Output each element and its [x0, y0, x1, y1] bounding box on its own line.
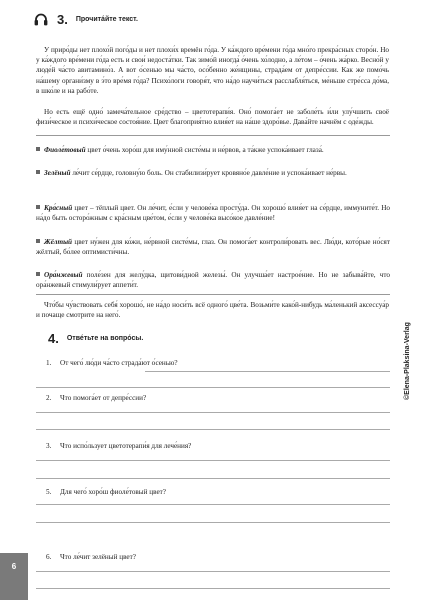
question-text: Что помога́ет от депре́ссии? — [60, 394, 147, 402]
answer-line[interactable] — [36, 412, 390, 413]
color-item-orange — [36, 270, 390, 290]
question — [36, 358, 178, 368]
exercise-number: 3. — [57, 12, 68, 27]
headphones-icon — [34, 13, 48, 26]
answer-line[interactable] — [36, 522, 390, 523]
question-number: 1. — [46, 359, 52, 367]
question — [36, 487, 166, 497]
color-item-yellow — [36, 237, 390, 257]
answer-line[interactable] — [36, 588, 390, 589]
answer-line[interactable] — [145, 371, 390, 372]
bullet-icon — [36, 239, 40, 243]
color-term: Зелёный — [44, 169, 71, 177]
bullet-icon — [36, 147, 40, 151]
bullet-icon — [36, 272, 40, 276]
exercise-4-header — [48, 331, 143, 346]
question-number: 2. — [46, 394, 52, 402]
answer-line[interactable] — [36, 571, 390, 572]
divider — [36, 294, 390, 295]
exercise-title: Отве́тьте на вопро́сы. — [66, 335, 144, 342]
question-number: 6. — [46, 553, 52, 561]
exercise-title: Прочита́йте текст. — [75, 16, 138, 23]
page-number: 6 — [11, 562, 17, 571]
bullet-icon — [36, 170, 40, 174]
publisher-credit: ©Elena-Plaksina-Verlag — [404, 322, 411, 400]
color-term: Фиоле́товый — [44, 146, 86, 154]
intro-paragraph-1: У приро́ды нет плохо́й пого́ды и нет плохи́х времён го́да. У ка́ждого вре́мени го́да мно́го прекра́сных сторо́н. Но у ка́ждого вре́мени го́да есть и свои́ недоста́тки. Так зимо́й иногда́ о́чень хо́лодно, а ле́том – о́чень жа́рко. Весно́й у люде́й ча́сто авитамино́з. А вот о́сенью мы ча́сто, осо́бенно же́нщины, страда́ем от депре́ссии. Как же помо́чь на́шему органи́зму в э́то вре́мя го́да? Психо́логи говоря́т, что на́до научи́ться расслабля́ться, ме́ньше стре́сса до́ма, в шко́ле и на рабо́те. — [36, 46, 389, 95]
answer-line[interactable] — [36, 478, 390, 479]
intro-paragraph-2: Но есть ещё одно́ замеча́тельное сре́дство – цветотерапи́я. Оно́ помога́ет не заболе́ть и́ли улу́чшить своё физи́ческое и психи́ческое состоя́ние. Цвет благоприя́тно влия́ет на на́ше здоро́вье. Дава́йте начнём с оде́жды. — [36, 108, 389, 127]
question-number: 3. — [46, 442, 52, 450]
color-item-red — [36, 203, 390, 223]
divider — [36, 135, 390, 136]
color-description: цвет – тёплый цвет. Он ле́чит, е́сли у челове́ка просту́да. Он хорошо́ влия́ет на се́рдце, иммуните́т. Но на́до быть осторо́жным с кра́сным цве́том, е́сли у челове́ка высо́кое давле́ние! — [36, 204, 390, 223]
answer-line[interactable] — [36, 429, 390, 430]
question-text: От чего́ лю́ди ча́сто страда́ют о́сенью? — [60, 359, 178, 367]
exercise-number: 4. — [48, 331, 59, 346]
answer-line[interactable] — [36, 460, 390, 461]
color-term: Кра́сный — [44, 204, 73, 212]
color-description: поле́зен для желу́дка, щитови́дной железы́. Он улучша́ет настрое́ние. Но не забыва́йте, что ора́нжевый стимули́рует аппети́т. — [36, 271, 390, 290]
question-text: Что испо́льзует цветотерапи́я для лече́ния? — [60, 442, 192, 450]
question-text: Для чего́ хоро́ш фиоле́товый цвет? — [60, 488, 166, 496]
color-term: Ора́нжевый — [44, 271, 83, 279]
question-text: Что ле́чит зелёный цвет? — [60, 553, 136, 561]
question — [36, 393, 146, 403]
color-description: ле́чит се́рдце, головну́ю боль. Он стабилизи́рует кровяно́е давле́ние и успока́ивает не́рвы. — [70, 169, 347, 177]
color-description: цвет ну́жен для ко́жи, не́рвной систе́мы, глаз. Он помога́ет контроли́ровать вес. Лю́ди, кото́рые но́сят жёлтый, бо́лее оптимисти́чны. — [36, 238, 390, 257]
color-term: Жёлтый — [44, 238, 73, 246]
page-number-box — [0, 553, 28, 600]
color-description: цвет о́чень хоро́ш для иму́нной систе́мы и не́рвов, а та́кже успока́ивает глаза́. — [85, 146, 324, 154]
exercise-3-header — [34, 12, 138, 27]
color-item-green — [36, 168, 390, 178]
question — [36, 441, 191, 451]
answer-line[interactable] — [36, 504, 390, 505]
question-number: 5. — [46, 488, 52, 496]
answer-line[interactable] — [36, 387, 390, 388]
closing-paragraph: Что́бы чу́вствовать себя́ хорошо́, не на́до носи́ть всё одного́ цве́та. Возьми́те како́й-нибудь ма́ленький аксессуа́р и почаще смотрите на него́. — [36, 301, 389, 320]
question — [36, 552, 136, 562]
color-item-violet — [36, 145, 390, 155]
bullet-icon — [36, 205, 40, 209]
